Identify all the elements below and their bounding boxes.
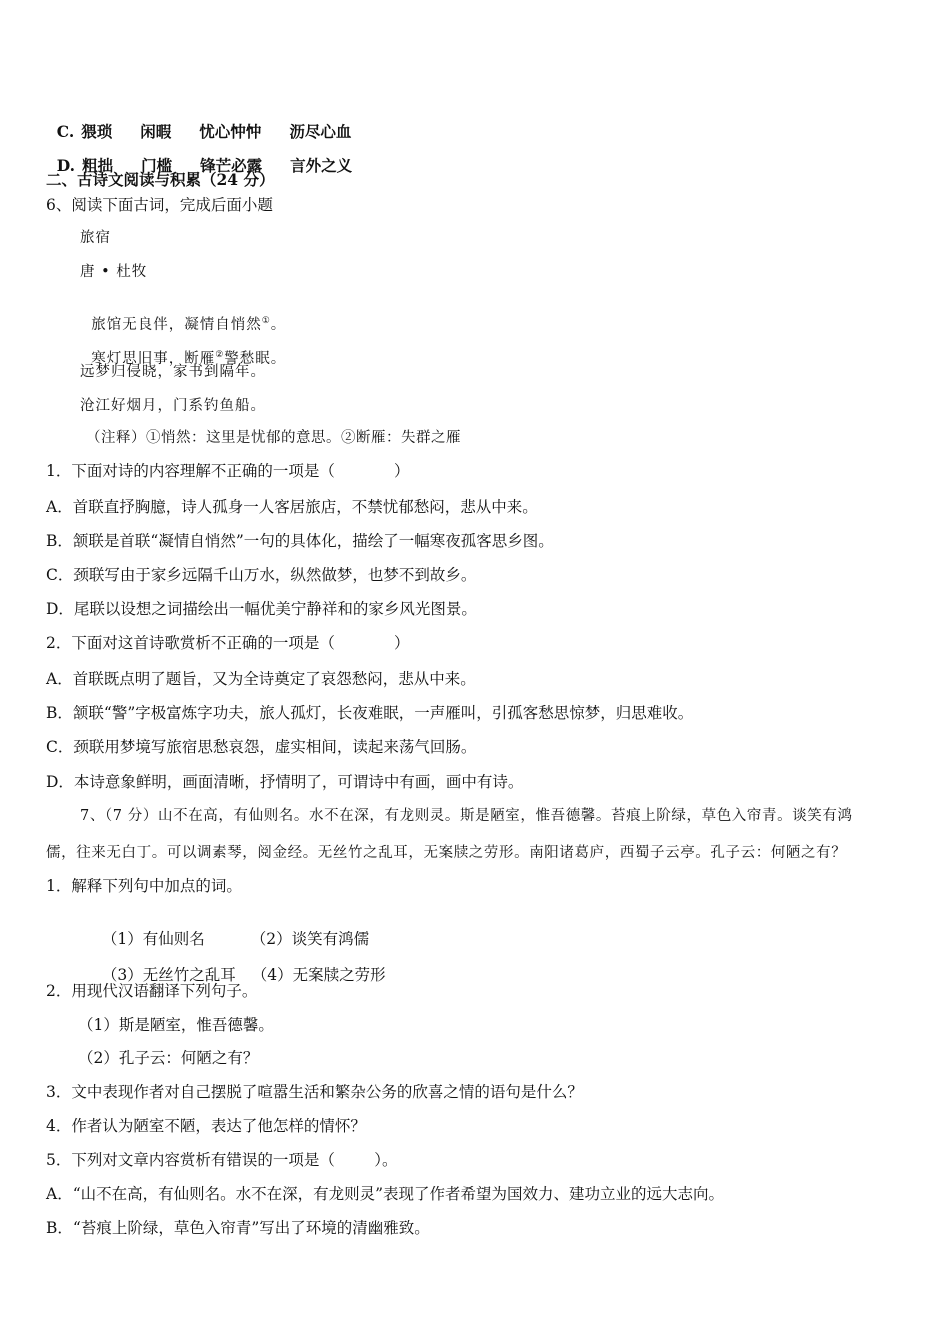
choice-word: 锋芒必露 [200, 156, 263, 175]
poem-author: 唐 • 杜牧 [80, 264, 148, 280]
section-heading: 二、古诗文阅读与积累（24 分） [46, 170, 275, 189]
poem-title: 旅宿 [80, 230, 111, 246]
option-b: B．颔联是首联“凝情自悄然”一句的具体化，描绘了一幅寒夜孤客思乡图。 [46, 532, 554, 550]
sub-item: （1）斯是陋室，惟吾德馨。 [78, 1016, 274, 1034]
poem-note: （注释）①悄然：这里是忧郁的意思。②断雁：失群之雁 [86, 430, 461, 446]
choice-word: 门槛 [141, 156, 173, 175]
sub-item: （3）无丝竹之乱耳 （4）无案牍之劳形 [101, 966, 386, 984]
poem-line: 寒灯思旧事，断雁②警愁眠。 [91, 350, 287, 367]
question-6-1: 1．下面对诗的内容理解不正确的一项是（ ） [46, 462, 410, 480]
choice-word: 猥琐 [81, 122, 113, 141]
choice-word: 忧心忡忡 [199, 122, 262, 141]
poem-line: 沧江好烟月，门系钓鱼船。 [80, 398, 266, 414]
question-6-prompt: 6、阅读下面古词，完成后面小题 [46, 196, 273, 214]
poem-line: 旅馆无良伴，凝情自悄然①。 [91, 316, 287, 333]
question-7-1: 1．解释下列句中加点的词。 [46, 877, 242, 895]
question-6-2: 2．下面对这首诗歌赏析不正确的一项是（ ） [46, 634, 410, 652]
footnote-marker: ② [215, 350, 225, 361]
question-7-passage-line: 儒，往来无白丁。可以调素琴，阅金经。无丝竹之乱耳，无案牍之劳形。南阳诸葛庐，西蜀子云亭。孔子云：何陋之有？ [46, 845, 847, 861]
question-7-4: 4．作者认为陋室不陋，表达了他怎样的情怀？ [46, 1117, 366, 1135]
footnote-marker: ① [261, 316, 271, 327]
poem-line: 远梦归侵晓，家书到隔年。 [80, 364, 266, 380]
choice-word: 闲暇 [140, 122, 172, 141]
option-c: C．颈联用梦境写旅宿思愁哀怨，虚实相间，读起来荡气回肠。 [46, 738, 477, 756]
sub-item: （2）孔子云：何陋之有？ [78, 1049, 259, 1067]
option-b: B．“苔痕上阶绿，草色入帘青”写出了环境的清幽雅致。 [46, 1219, 430, 1237]
option-a: A．首联直抒胸臆，诗人孤身一人客居旅店，不禁忧郁愁闷，悲从中来。 [46, 498, 538, 516]
option-d: D．尾联以设想之词描绘出一幅优美宁静祥和的家乡风光图景。 [46, 600, 477, 618]
sub-item: （1）有仙则名 （2）谈笑有鸿儒 [101, 930, 370, 948]
question-7-2: 2．用现代汉语翻译下列句子。 [46, 982, 258, 1000]
choice-word: 言外之义 [290, 156, 353, 175]
choice-label: D. [56, 156, 76, 175]
option-a: A．首联既点明了题旨，又为全诗奠定了哀怨愁闷，悲从中来。 [46, 670, 476, 688]
option-d: D．本诗意象鲜明，画面清晰，抒情明了，可谓诗中有画，画中有诗。 [46, 773, 524, 791]
question-7-5: 5．下列对文章内容赏析有错误的一项是（ ）。 [46, 1151, 398, 1169]
option-c: C．颈联写由于家乡远隔千山万水，纵然做梦，也梦不到故乡。 [46, 566, 477, 584]
choice-word: 沥尽心血 [289, 122, 352, 141]
choice-word: 粗拙 [82, 156, 114, 175]
question-7-3: 3．文中表现作者对自己摆脱了喧嚣生活和繁杂公务的欣喜之情的语句是什么？ [46, 1083, 583, 1101]
choice-label: C. [56, 122, 75, 141]
option-a: A．“山不在高，有仙则名。水不在深，有龙则灵”表现了作者希望为国效力、建功立业的远大志向。 [46, 1185, 725, 1203]
option-b: B．颔联“警”字极富炼字功夫，旅人孤灯，长夜难眠，一声雁叫，引孤客愁思惊梦，归思难收。 [46, 704, 694, 722]
question-7-passage-line: 7、（7 分）山不在高，有仙则名。水不在深，有龙则灵。斯是陋室，惟吾德馨。苔痕上阶绿，草色入帘青。谈笑有鸿 [80, 808, 853, 824]
